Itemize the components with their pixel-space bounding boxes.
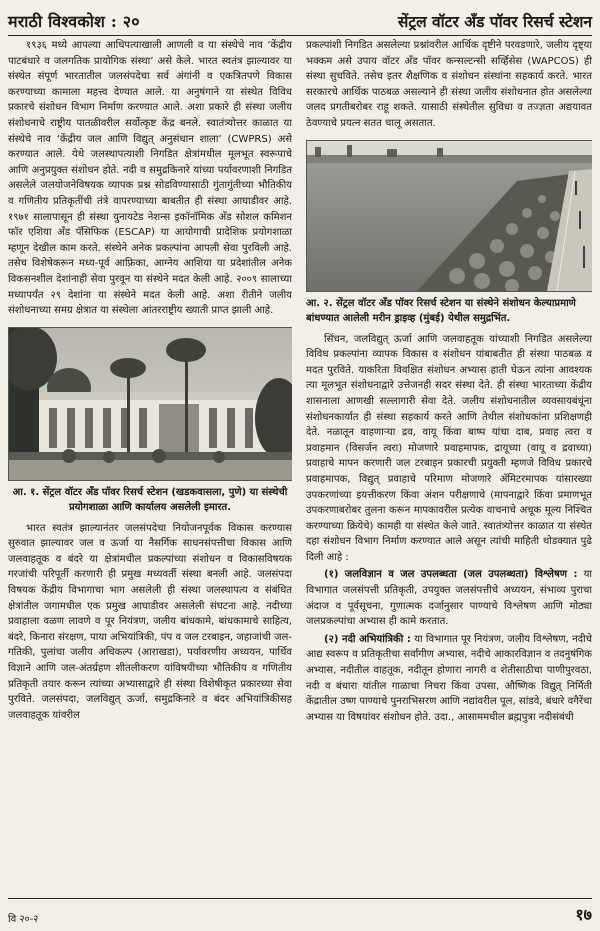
signature-code: वि २०-२ [8,914,39,925]
figure-1-caption: आ. १. सेंट्रल वॉटर अँड पॉवर रिसर्च स्टेशन (खडकवासला, पुणे) या संस्थेची प्रयोगशाळा आणि कार्यालय असलेली इमारत. [12,486,288,513]
article-running-title: सेंट्रल वॉटर अँड पॉवर रिसर्च स्टेशन [397,12,592,31]
section-item-2-body: या विभागात पूर नियंत्रण, जलीय विश्लेषण, नदीचे आद्य स्वरूप व प्रतिकृतीचा सर्वांगीण अभ्यास, नदीचे आकारविज्ञान व तदनुषंगिक अभ्यास, नदीतील वाहतूक, नदीतून होणारा नागरी व शेतीसाठीचा पाणीपुरवठा, नदी व बंधारा यांतील गाळाचा निचरा किंवा उपसा, औष्णिक विद्युत् निर्मिती केंद्रातील उष्ण पाण्याचे पुनराभिसरण आणि नद्यांवरील पूल, सांडवे, बंधारे वगैरेंचा अभ्यास या विषयांवर संशोधन होते. उदा., आसाममधील ब्रह्मपुत्रा नदीसंबंधी [306,633,592,723]
right-column [306,38,592,891]
section-item-1 [306,567,592,629]
encyclopedia-volume-title: मराठी विश्वकोश : २० [8,12,140,31]
section-item-1-heading: (१) जलविज्ञान व जल उपलब्धता (जल उपलब्धता) विश्लेषण : [324,569,578,581]
section-item-1-body: या विभागात जलसंपत्ती प्रतिकृती, उपयुक्त जलसंपत्तीचे अध्ययन, संभाव्य पुराचा अंदाज व पूर्वसूचना, गुणात्मक दर्जानुसार पाण्याचे विश्लेषण आणि मोठ्या जलप्रकल्पांचा अभ्यास ही कामे करतात. [306,569,592,628]
left-column [8,38,292,891]
figure-2 [306,140,592,326]
figure-2-caption: आ. २. सेंट्रल वॉटर अँड पॉवर रिसर्च स्टेशन या संस्थेने संशोधन केल्याप्रमाणे बांधण्यात आलेली मरीन ड्राइव्ह (मुंबई) येथील समुद्रभिंत. [306,297,576,324]
section-item-2 [306,632,592,726]
left-paragraph-1: १९३६ मध्ये आपल्या आधिपत्याखाली आणली व या संस्थेचे नाव ‘केंद्रीय पाटबंधारे व जलगतिक प्रायोगिक संस्था’ असे केले. भारत स्वतंत्र झाल्यावर या संस्थेत संपूर्ण भारतातील जलसंपदेचा सर्व अंगांनी व एकत्रितपणे विकास करण्याच्या कामाला महत्त्व देण्यात आले. या अनुषंगाने या संस्थेत विविध प्रकारचे संशोधन विभाग निर्माण करण्यात आले. अशा प्रकारे ही संस्था जलीय संशोधनाचे राष्ट्रीय पातळीवरील सर्वोत्कृष्ट केंद्र बनले. स्वातंत्र्योत्तर काळात या संस्थेचे नाव ‘केंद्रीय जल आणि विद्युत् अनुसंधान शाला’ (CWPRS) असे करण्यात आले. येथे जलस्थापत्याशी निगडित क्षेत्रांमधील मूलभूत स्वरूपाचे आणि अनुप्रयुक्त संशोधन होते. नदी व समुद्रकिनारे यांच्या पर्यावरणाशी निगडित असलेले जलयोजनेविषयक व्यापक प्रश्न सोडविण्यासाठी गुंतागुंतीच्या भौतिकीय व गणितीय प्रतिकृतींची तंत्रे वापरण्याच्या बाबतीत ही संस्था आघाडीवर आहे. १९७१ सालापासून ही संस्था युनायटेड नेशन्स इकॉनॉमिक अँड सोशल कमिशन फॉर एशिया अँड पॅसिफिक (ESCAP) या आयोगाची प्रादेशिक प्रयोगशाळा म्हणून देखील काम करते. संस्थेने अनेक प्रकल्पांना आपली सेवा पुरविली आहे. तसेच विशेषेकरून मध्य-पूर्व आफ्रिका, आग्नेय आशिया या प्रदेशांतील अनेक विकसनशील देशांनाही सेवा पुरवून या संस्थेने मदत केली आहे. २००९ सालाच्या मध्यापर्यंत २९ देशांना या संस्थेने मदत केली आहे. अशा रीतीने जलीय संशोधनाच्या समग्र क्षेत्रात या संस्थेला आंतरराष्ट्रीय ख्याती प्राप्त झाली आहे. [8,40,292,317]
left-paragraph-2: भारत स्वतंत्र झाल्यानंतर जलसंपदेचा नियोजनपूर्वक विकास करण्यास सुरुवात झाल्यावर जल व ऊर्जा या नैसर्गिक साधनसंपत्तीचा विकास आणि जलवाहतूक व बंदरे या क्षेत्रांमधील प्रकल्पांच्या संशोधन व विकासविषयक गरजांची परिपूर्ती करणारी ही प्रमुख मध्यवर्ती संस्था बनली आहे. जलसंपदा विषयक केंद्रीय विभागाचा भाग असलेली ही संस्था जलस्थापत्य व संबंधित क्षेत्रांतील जगामधील एक प्रमुख आघाडीवर असलेली संघटना आहे. नदीच्या प्रवाहाला वळण लावणे व पूर नियंत्रण, जलीय बांधकामे, बांधकामाचे साहित्य, बंदरे, किनारा संरक्षण, पाया अभियांत्रिकी, पंप व जल टरबाइन, जहाजांची जल-गतिकी, पुलांचा जलीय अधिकल्प (आराखडा), पर्यावरणीय अध्ययन, पार्थिव विज्ञाने आणि जल-अंतर्ग्रहण शीतलीकरण यांविषयीच्या भौतिकीय व गणितीय प्रतिकृती तयार करून त्यांच्या अभ्यासाद्वारे ही संस्था विशेषीकृत प्रकारच्या सेवा पुरविते. जलसंपदा, जलविद्युत् ऊर्जा, समुद्रकिनारे व बंदर अभियांत्रिकीसह जलवाहतूक यांवरील [8,522,292,721]
page-header [8,6,592,36]
building-photo [8,327,292,481]
figure-1 [8,327,292,515]
right-paragraph-2: सिंचन, जलविद्युत् ऊर्जा आणि जलवाहतूक यांच्याशी निगडित असलेल्या विविध प्रकल्पांना व्यापक विकास व संशोधन यांबाबतीत ही संस्था पाठबळ व मदत पुरविते. याकरिता विवक्षित संशोधन अभ्यास हाती घेऊन त्यांना आवश्यक त्या मूलभूत संशोधनाद्वारे उत्तेजनही सदर संस्था देते. ही संस्था भारताच्या केंद्रीय शासनाला आणखी सल्लागारी सेवा देते. जलीय संशोधनातील व्यवसायबंधूंना संशोधनकार्यात ही संस्था सहकार्य करते आणि तेथील संशोधकांना प्रशिक्षणही देते. नळातून वाहणाऱ्या द्रव, वायू किंवा बाष्प यांचा दाब, प्रवाह त्वरा व प्रवाहमान (विसर्जन त्वरा) मोजणारे प्रवाहमापक, द्रायूच्या (वायू व द्रवाच्या) प्रवाहाचे मापन करणारी जल टरबाइन प्रकारची प्रयुक्ती म्हणजे विविध प्रकारचे प्रवाहमापक, विद्युत् प्रवाहाचे परिमाण मोजणारे ॲमिटरमापक यांसारख्या उपकरणांच्या इयत्तीकरण किंवा अंशन परीक्षणाचे (मापनाद्वारे किंवा प्रमाणभूत उपकरणाबरोबर तुलना करून मापकावरील प्रत्येक वाचनाचे अचूक मूल्य निश्चित करण्याच्या क्रियेचे) कामही या संस्थेत केले जाते. स्वातंत्र्योत्तर काळात या संस्थेत दहा संशोधन विभाग निर्माण करण्यात आले असून त्यांची माहिती थोडक्यात पुढे दिली आहे : [306,333,592,563]
page-footer [8,898,592,925]
right-paragraph-1: प्रकल्पांशी निगडित असलेल्या प्रश्नांवरील आर्थिक दृष्टीने परवडणारे, जलीय दृष्ट्या भक्कम असे उपाय वॉटर अँड पॉवर कन्सल्टन्सी सर्व्हिसेस (WAPCOS) ही संस्था सुचविते. तसेच इतर शैक्षणिक व संशोधन संस्थांना सहकार्य करते. भारत सरकारचे आर्थिक पाठबळ असल्याने ही संस्था जलीय संशोधनात होत असलेल्या जलद प्रगतीबरोबर राहू शकते. यासाठी संस्थेतील सुविधा व तज्ज्ञता अद्ययावत ठेवण्याचे प्रयत्न सतत चालू असतात. [306,40,592,129]
page-number: १७ [575,905,592,924]
seawall-photo [306,140,592,292]
section-item-2-heading: (२) नदी अभियांत्रिकी : [324,633,411,645]
